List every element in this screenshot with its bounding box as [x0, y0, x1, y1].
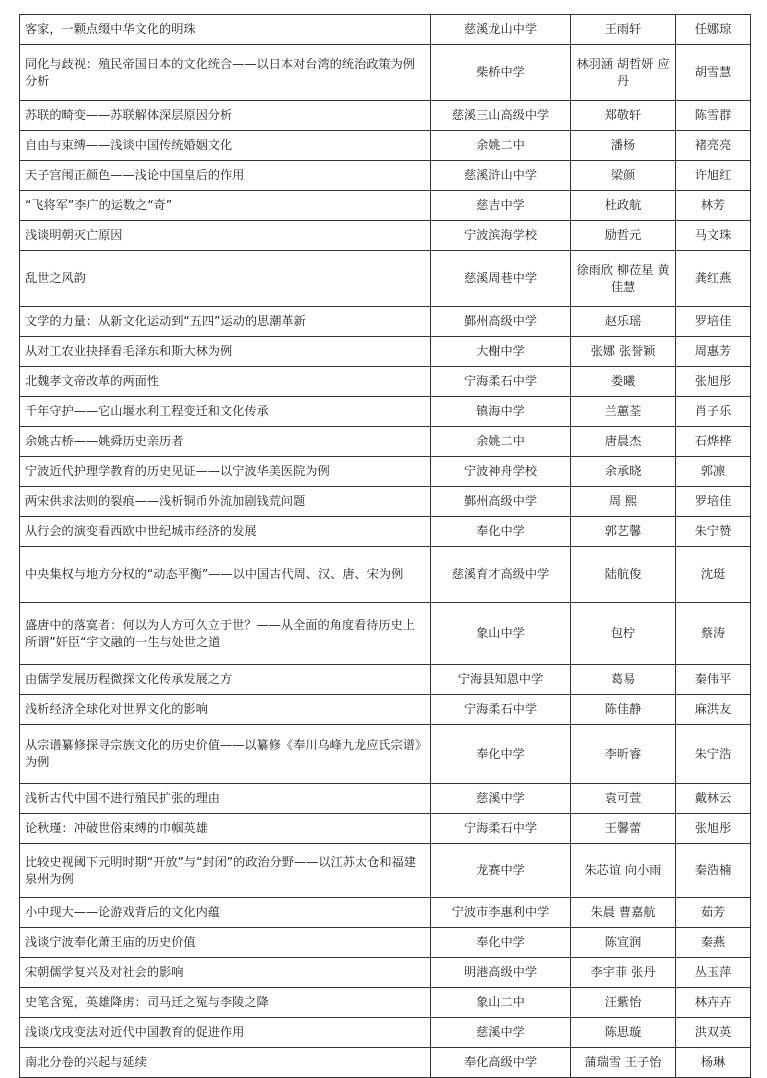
table-row: [20, 725, 751, 784]
row-title: 宋朝儒学复兴及对社会的影响: [20, 958, 431, 988]
row-teacher: 许旭红: [676, 161, 751, 191]
row-title: 浅谈明朝灭亡原因: [20, 221, 431, 251]
row-title: 从对工农业抉择看毛泽东和斯大林为例: [20, 337, 431, 367]
row-title: 浅析经济全球化对世界文化的影响: [20, 695, 431, 725]
row-title: 小中现大——论游戏背后的文化内蕴: [20, 898, 431, 928]
row-school: 镇海中学: [431, 397, 571, 427]
row-school: 慈吉中学: [431, 191, 571, 221]
row-author: 王馨蕾: [571, 814, 676, 844]
row-author: 陈佳静: [571, 695, 676, 725]
row-school: 奉化中学: [431, 517, 571, 547]
row-author: 郭艺馨: [571, 517, 676, 547]
table-row: [20, 695, 751, 725]
row-teacher: 褚亮亮: [676, 131, 751, 161]
row-school: 宁海柔石中学: [431, 367, 571, 397]
row-teacher: 沈珽: [676, 547, 751, 603]
row-school: 奉化中学: [431, 725, 571, 784]
row-title: 苏联的畸变——苏联解体深层原因分析: [20, 101, 431, 131]
row-school: 鄞州高级中学: [431, 487, 571, 517]
row-title: 比较史视阈下元明时期“开放”与“封闭”的政治分野——以江苏太仓和福建泉州为例: [20, 844, 431, 898]
row-school: 大榭中学: [431, 337, 571, 367]
row-teacher: 麻洪友: [676, 695, 751, 725]
row-school: 余姚二中: [431, 427, 571, 457]
row-teacher: 石烨桦: [676, 427, 751, 457]
table-row: [20, 337, 751, 367]
row-teacher: 秦浩楠: [676, 844, 751, 898]
row-teacher: 茹芳: [676, 898, 751, 928]
table-row: [20, 131, 751, 161]
table-row: [20, 397, 751, 427]
row-author: 汪紫怡: [571, 988, 676, 1018]
row-title: 同化与歧视：殖民帝国日本的文化统合——以日本对台湾的统治政策为例分析: [20, 45, 431, 101]
table-row: [20, 1018, 751, 1048]
row-author: 郑敬轩: [571, 101, 676, 131]
row-author: 包柠: [571, 603, 676, 665]
table-row: [20, 191, 751, 221]
row-author: 蒲瑞雪 王子怡: [571, 1048, 676, 1078]
row-school: 象山二中: [431, 988, 571, 1018]
row-school: 慈溪育才高级中学: [431, 547, 571, 603]
row-teacher: 郭凛: [676, 457, 751, 487]
row-teacher: 张旭彤: [676, 814, 751, 844]
row-school: 宁海县知恩中学: [431, 665, 571, 695]
row-school: 余姚二中: [431, 131, 571, 161]
row-teacher: 任娜琼: [676, 15, 751, 45]
row-teacher: 胡雪慧: [676, 45, 751, 101]
row-author: 李宇菲 张丹: [571, 958, 676, 988]
row-author: 朱晨 曹嘉航: [571, 898, 676, 928]
table-row: [20, 898, 751, 928]
row-school: 龙赛中学: [431, 844, 571, 898]
row-title: 中央集权与地方分权的“动态平衡”——以中国古代周、汉、唐、宋为例: [20, 547, 431, 603]
row-title: 自由与束缚——浅谈中国传统婚姻文化: [20, 131, 431, 161]
awards-table: [19, 14, 751, 1078]
row-author: 潘杨: [571, 131, 676, 161]
row-title: 浅谈宁波奉化萧王庙的历史价值: [20, 928, 431, 958]
row-title: 史笔含冤，英雄降虏：司马迁之冤与李陵之降: [20, 988, 431, 1018]
row-author: 兰蕙荃: [571, 397, 676, 427]
table-row: [20, 547, 751, 603]
row-school: 宁波滨海学校: [431, 221, 571, 251]
row-teacher: 陈雪群: [676, 101, 751, 131]
row-title: 余姚古桥——姚舜历史亲历者: [20, 427, 431, 457]
row-author: 娄曦: [571, 367, 676, 397]
row-author: 陆航俊: [571, 547, 676, 603]
table-row: [20, 427, 751, 457]
table-row: [20, 45, 751, 101]
table-row: [20, 367, 751, 397]
row-school: 柴桥中学: [431, 45, 571, 101]
row-title: 两宋供求法则的裂痕——浅析铜币外流加剧钱荒问题: [20, 487, 431, 517]
row-teacher: 秦燕: [676, 928, 751, 958]
row-title: 文学的力量：从新文化运动到“五四”运动的思潮革新: [20, 307, 431, 337]
table-row: [20, 958, 751, 988]
row-title: “飞将军”李广的运数之“奇”: [20, 191, 431, 221]
row-author: 陈思璇: [571, 1018, 676, 1048]
row-author: 葛易: [571, 665, 676, 695]
row-author: 赵乐瑶: [571, 307, 676, 337]
table-row: [20, 603, 751, 665]
row-teacher: 林芳: [676, 191, 751, 221]
row-school: 慈溪中学: [431, 1018, 571, 1048]
table-row: [20, 15, 751, 45]
row-title: 千年守护——它山堰水利工程变迁和文化传承: [20, 397, 431, 427]
row-teacher: 蔡涛: [676, 603, 751, 665]
row-teacher: 朱宁浩: [676, 725, 751, 784]
table-row: [20, 928, 751, 958]
row-title: 盛唐中的落寞者：何以为人方可久立于世？——从全面的角度看待历史上所谓”奸臣“宇文融的一生与处世之道: [20, 603, 431, 665]
row-author: 余承晓: [571, 457, 676, 487]
row-title: 浅析古代中国不进行殖民扩张的理由: [20, 784, 431, 814]
row-author: 唐晨杰: [571, 427, 676, 457]
row-teacher: 朱宁赞: [676, 517, 751, 547]
row-school: 宁海柔石中学: [431, 695, 571, 725]
table-row: [20, 665, 751, 695]
table-row: [20, 307, 751, 337]
row-author: 袁可萱: [571, 784, 676, 814]
row-author: 徐雨欣 柳莅星 黄佳慧: [571, 251, 676, 307]
row-title: 浅谈戊戌变法对近代中国教育的促进作用: [20, 1018, 431, 1048]
row-title: 论秋瑾：冲破世俗束缚的巾帼英雄: [20, 814, 431, 844]
row-title: 客家，一颗点缀中华文化的明珠: [20, 15, 431, 45]
row-school: 象山中学: [431, 603, 571, 665]
table-row: [20, 457, 751, 487]
row-teacher: 秦伟平: [676, 665, 751, 695]
table-row: [20, 988, 751, 1018]
row-author: 陈宣润: [571, 928, 676, 958]
row-school: 鄞州高级中学: [431, 307, 571, 337]
row-school: 慈溪三山高级中学: [431, 101, 571, 131]
row-author: 周 熙: [571, 487, 676, 517]
row-school: 慈溪周巷中学: [431, 251, 571, 307]
row-school: 慈溪中学: [431, 784, 571, 814]
row-school: 宁海柔石中学: [431, 814, 571, 844]
row-teacher: 杨琳: [676, 1048, 751, 1078]
row-author: 张娜 张誉颖: [571, 337, 676, 367]
row-teacher: 罗培佳: [676, 307, 751, 337]
table-row: [20, 101, 751, 131]
row-author: 林羽涵 胡哲妍 应丹: [571, 45, 676, 101]
row-teacher: 洪双英: [676, 1018, 751, 1048]
row-school: 宁波神舟学校: [431, 457, 571, 487]
row-teacher: 马文珠: [676, 221, 751, 251]
row-title: 宁波近代护理学教育的历史见证——以宁波华美医院为例: [20, 457, 431, 487]
row-author: 朱芯谊 向小雨: [571, 844, 676, 898]
row-teacher: 罗培佳: [676, 487, 751, 517]
row-author: 励哲元: [571, 221, 676, 251]
table-row: [20, 161, 751, 191]
table-row: [20, 784, 751, 814]
row-school: 奉化中学: [431, 928, 571, 958]
row-title: 乱世之风韵: [20, 251, 431, 307]
row-teacher: 戴林云: [676, 784, 751, 814]
row-teacher: 肖子乐: [676, 397, 751, 427]
row-school: 宁波市李惠利中学: [431, 898, 571, 928]
row-school: 明港高级中学: [431, 958, 571, 988]
row-teacher: 张旭彤: [676, 367, 751, 397]
row-title: 从行会的演变看西欧中世纪城市经济的发展: [20, 517, 431, 547]
row-author: 梁颜: [571, 161, 676, 191]
table-row: [20, 814, 751, 844]
row-teacher: 丛玉萍: [676, 958, 751, 988]
table-row: [20, 844, 751, 898]
row-title: 天子宫闱正颜色——浅论中国皇后的作用: [20, 161, 431, 191]
table-row: [20, 517, 751, 547]
row-school: 奉化高级中学: [431, 1048, 571, 1078]
table-row: [20, 1048, 751, 1078]
row-school: 慈溪龙山中学: [431, 15, 571, 45]
row-author: 李昕睿: [571, 725, 676, 784]
row-teacher: 龚红燕: [676, 251, 751, 307]
awards-table-body: [20, 15, 751, 1078]
table-row: [20, 487, 751, 517]
row-teacher: 周惠芳: [676, 337, 751, 367]
row-author: 王雨轩: [571, 15, 676, 45]
table-row: [20, 251, 751, 307]
table-row: [20, 221, 751, 251]
row-title: 由儒学发展历程微探文化传承发展之方: [20, 665, 431, 695]
row-title: 北魏孝文帝改革的两面性: [20, 367, 431, 397]
awards-table-container: [19, 14, 750, 1078]
row-author: 杜政航: [571, 191, 676, 221]
row-school: 慈溪浒山中学: [431, 161, 571, 191]
row-title: 南北分卷的兴起与延续: [20, 1048, 431, 1078]
row-title: 从宗谱纂修探寻宗族文化的历史价值——以纂修《奉川乌峰九龙应氏宗谱》为例: [20, 725, 431, 784]
row-teacher: 林卉卉: [676, 988, 751, 1018]
